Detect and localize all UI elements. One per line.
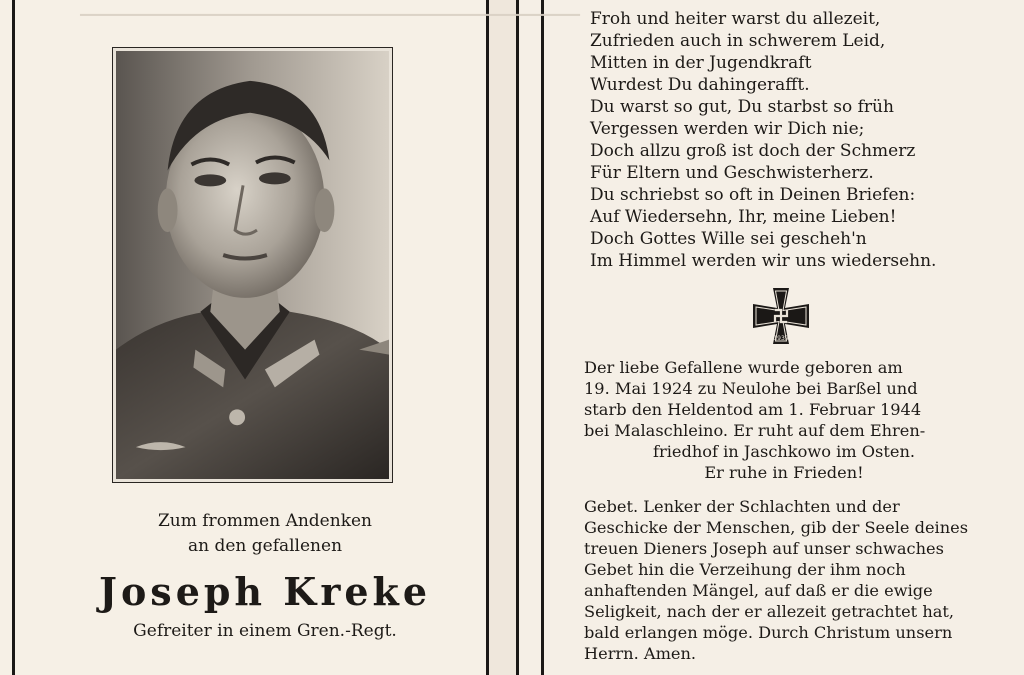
poem-line: Für Eltern und Geschwisterherz. [590,163,874,183]
card-gutter [488,0,518,675]
poem-line: Wurdest Du dahingerafft. [590,75,810,95]
poem-line: Froh und heiter warst du allezeit, [590,9,881,29]
poem-line: Doch Gottes Wille sei gescheh'n [590,229,867,249]
biography-line: bei Malaschleino. Er ruht auf dem Ehren- [584,421,926,440]
biography-line: Der liebe Gefallene wurde geboren am [584,358,903,377]
biography-paragraph [584,357,984,483]
prayer-line: Seligkeit, nach der er allezeit getrachtet hat, [584,602,955,621]
iron-cross-icon [751,286,811,346]
prayer-line: bald erlangen möge. Durch Christum unsern [584,623,953,642]
prayer-line: Herrn. Amen. [584,644,697,663]
prayer-line: Gebet. Lenker der Schlachten und der [584,497,900,516]
poem-line: Im Himmel werden wir uns wiedersehn. [590,251,937,271]
memorial-caption-line-1: Zum frommen Andenken [157,511,373,531]
poem-line: Zufrieden auch in schwerem Leid, [590,31,886,51]
poem-line: Mitten in der Jugendkraft [590,53,812,73]
portrait-photo-frame [112,47,393,483]
center-rule-right [516,0,519,675]
biography-line: friedhof in Jaschkowo im Osten. [652,442,916,461]
portrait-photo [116,51,389,479]
left-border-rule [12,0,15,675]
biography-line: Er ruhe in Frieden! [704,463,864,482]
emblem-year: 1939 [773,335,789,342]
poem-line: Vergessen werden wir Dich nie; [590,119,865,139]
prayer-line: treuen Dieners Joseph auf unser schwaches [584,539,944,558]
bleed-through-texture: ▔▔▔▔▔▔▔▔▔▔▔▔▔▔▔▔▔▔▔▔▔▔▔▔▔▔▔▔▔▔▔▔▔▔▔▔▔▔▔▔▔▔▔▔▔▔▔▔▔▔ [80,15,580,30]
biography-line: starb den Heldentod am 1. Februar 1944 [584,400,922,419]
poem-line: Du schriebst so oft in Deinen Briefen: [590,185,916,205]
memorial-poem [590,8,1010,272]
military-rank: Gefreiter in einem Gren.-Regt. [133,621,397,641]
soldier-portrait-image [116,51,389,479]
right-card-border-rule [541,0,544,675]
center-rule-left [486,0,489,675]
prayer-line: anhaftenden Mängel, auf daß er die ewige [584,581,933,600]
biography-line: 19. Mai 1924 zu Neulohe bei Barßel und [584,379,918,398]
prayer-line: Geschicke der Menschen, gib der Seele deines [584,518,969,537]
deceased-name: Joseph Kreke [98,569,432,614]
poem-line: Doch allzu groß ist doch der Schmerz [590,141,916,161]
prayer-paragraph [584,496,984,664]
poem-line: Du warst so gut, Du starbst so früh [590,97,894,117]
prayer-line: Gebet hin die Verzeihung der ihm noch [584,560,906,579]
memorial-caption-line-2: an den gefallenen [187,536,343,556]
poem-line: Auf Wiedersehn, Ihr, meine Lieben! [590,207,897,227]
